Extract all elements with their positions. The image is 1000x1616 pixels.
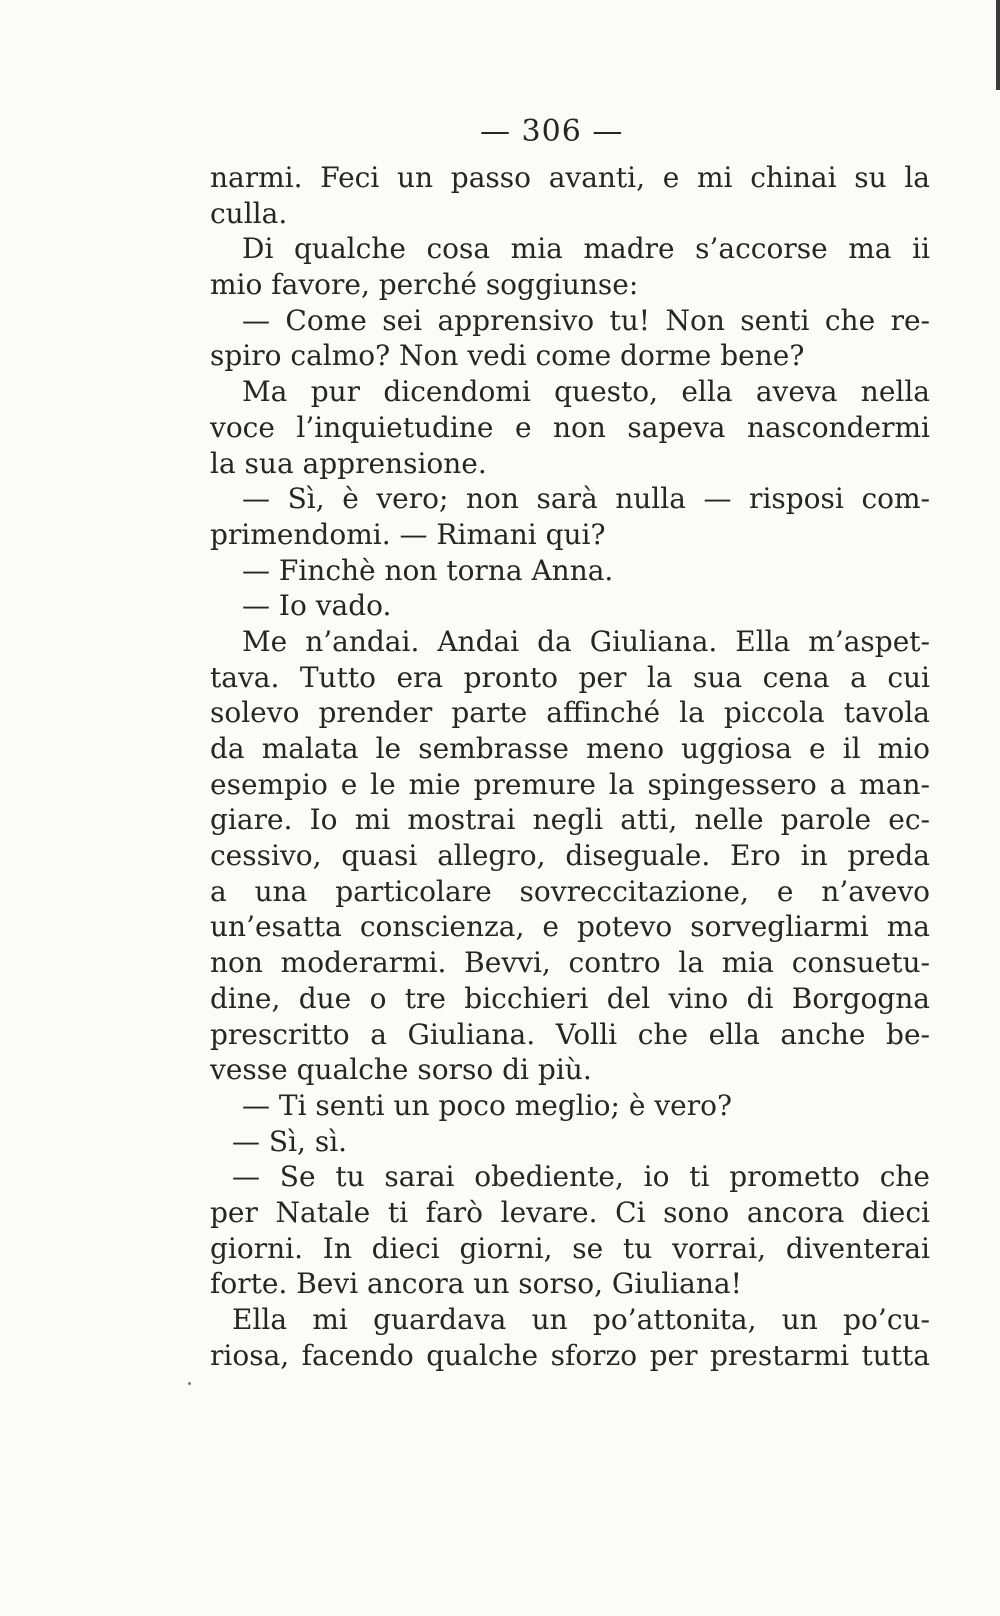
text-line: un’esatta conscienza, e potevo sorvegliarmi ma: [210, 910, 930, 944]
text-line: da malata le sembrasse meno uggiosa e il mio: [210, 732, 930, 765]
text-line: spiro calmo? Non vedi come dorme bene?: [210, 339, 805, 373]
text-line: giorni. In dieci giorni, se tu vorrai, diventerai: [210, 1231, 930, 1265]
text-line: Me n’andai. Andai da Giuliana. Ella m’aspet-: [242, 624, 930, 658]
text-line: riosa, facendo qualche sforzo per prestarmi tutta: [210, 1338, 930, 1372]
text-line: a una particolare sovreccitazione, e n’avevo: [210, 874, 930, 908]
text-line: solevo prender parte affinché la piccola tavola: [210, 696, 930, 730]
text-line: Di qualche cosa mia madre s’accorse ma ii: [242, 232, 930, 266]
text-line: mio favore, perché soggiunse:: [210, 268, 639, 302]
text-line: primendomi. — Rimani qui?: [210, 517, 606, 551]
text-line: — Sì, è vero; non sarà nulla — risposi com-: [242, 482, 930, 516]
text-line: prescritto a Giuliana. Volli che ella anche be-: [210, 1017, 930, 1051]
text-line: Ella mi guardava un po’attonita, un po’cu-: [232, 1303, 930, 1336]
text-line: Ma pur dicendomi questo, ella aveva nella: [242, 375, 930, 409]
text-line: per Natale ti farò levare. Ci sono ancora dieci: [210, 1195, 930, 1229]
page-edge-shadow: [996, 0, 1000, 90]
body-text: [210, 160, 930, 1373]
text-line: forte. Bevi ancora un sorso, Giuliana!: [210, 1267, 742, 1301]
text-line: giare. Io mi mostrai negli atti, nelle parole ec-: [210, 803, 930, 837]
text-line: — Ti senti un poco meglio; è vero?: [242, 1088, 732, 1122]
text-line: — Finchè non torna Anna.: [242, 553, 614, 587]
text-line: vesse qualche sorso di più.: [210, 1053, 592, 1087]
text-line: culla.: [210, 196, 288, 230]
text-line: cessivo, quasi allegro, diseguale. Ero in preda: [210, 839, 930, 873]
text-line: narmi. Feci un passo avanti, e mi chinai su la: [210, 161, 930, 194]
text-line: dine, due o tre bicchieri del vino di Borgogna: [210, 981, 930, 1015]
text-line: — Come sei apprensivo tu! Non senti che re-: [242, 303, 930, 337]
text-line: la sua apprensione.: [210, 446, 487, 480]
text-line: esempio e le mie premure la spingessero a man-: [210, 767, 930, 801]
print-speck: [188, 1382, 191, 1385]
text-line: — Sì, sì.: [232, 1124, 348, 1158]
text-line: voce l’inquietudine e non sapeva nascondermi: [210, 410, 930, 444]
text-line: non moderarmi. Bevvi, contro la mia consuetu-: [210, 946, 930, 980]
text-line: — Io vado.: [242, 589, 392, 623]
text-line: tava. Tutto era pronto per la sua cena a cui: [210, 660, 930, 694]
page-number: — 306 —: [480, 114, 624, 149]
text-line: — Se tu sarai obediente, io ti prometto che: [232, 1160, 930, 1194]
